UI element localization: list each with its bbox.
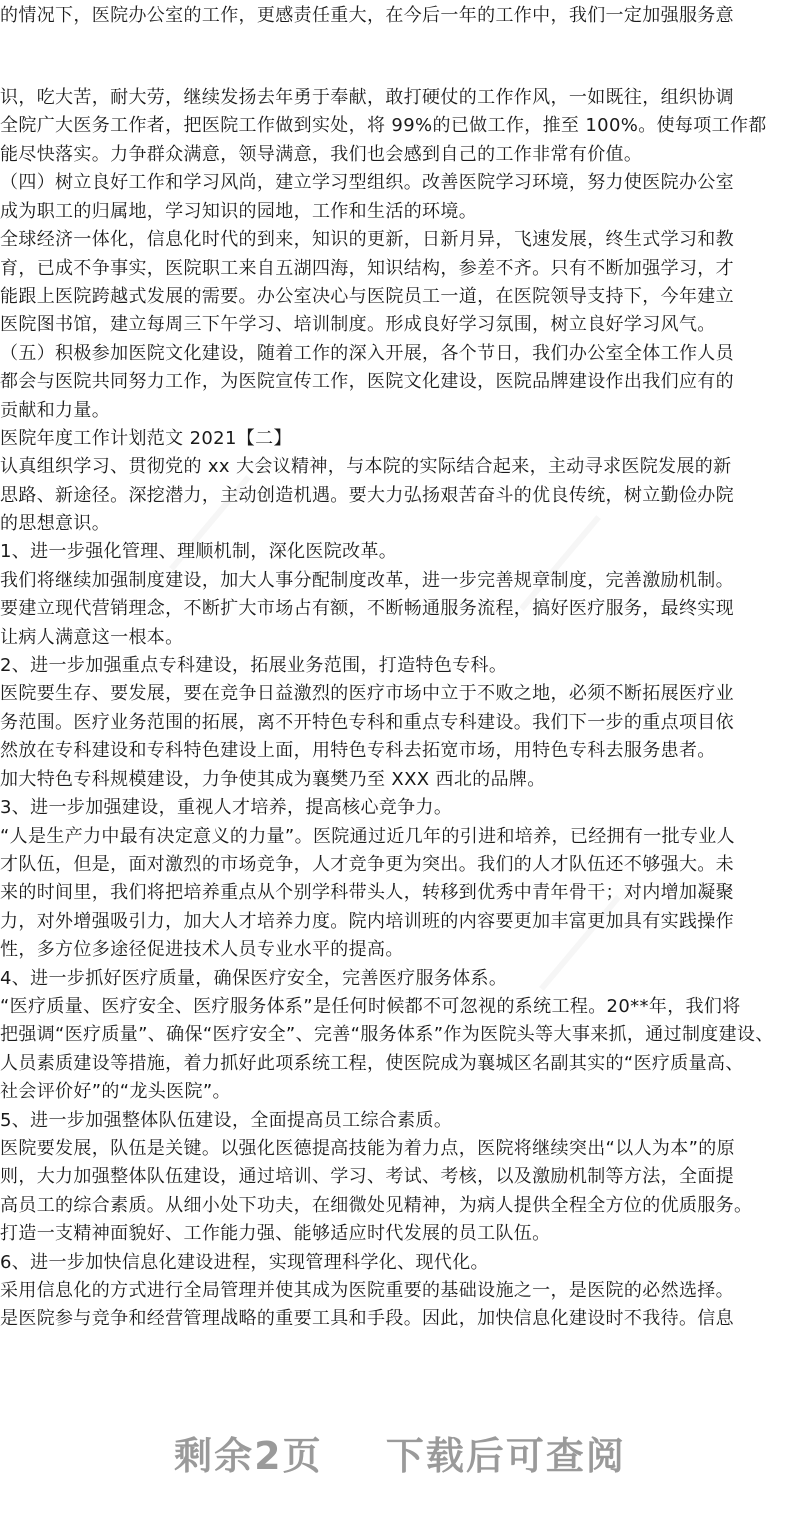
text-line: 打造一支精神面貌好、工作能力强、能够适应时代发展的员工队伍。 [0, 1223, 551, 1244]
text-line: 是医院参与竞争和经营管理战略的重要工具和手段。因此，加快信息化建设时不我待。信息 [0, 1308, 734, 1329]
text-line: 识，吃大苦，耐大劳，继续发扬去年勇于奉献，敢打硬仗的工作作风，一如既往，组织协调 [0, 87, 734, 108]
text-line: 人员素质建设等措施，着力抓好此项系统工程，使医院成为襄城区名副其实的“医疗质量高、 [0, 1053, 744, 1074]
text-line: 把强调“医疗质量”、确保“医疗安全”、完善“服务体系”作为医院头等大事来抓，通过制度建设、 [0, 1024, 774, 1045]
text-line: 务范围。医疗业务范围的拓展，离不开特色专科和重点专科建设。我们下一步的重点项目依 [0, 712, 734, 733]
text-line: 都会与医院共同努力工作，为医院宣传工作，医院文化建设，医院品牌建设作出我们应有的 [0, 371, 734, 392]
text-line: 认真组织学习、贯彻党的 xx 大会议精神，与本院的实际结合起来，主动寻求医院发展的新 [0, 456, 732, 477]
text-line: 全球经济一体化，信息化时代的到来，知识的更新，日新月异，飞速发展，终生式学习和教 [0, 229, 734, 250]
text-line: 要建立现代营销理念，不断扩大市场占有额，不断畅通服务流程，搞好医疗服务，最终实现 [0, 598, 734, 619]
text-line: 来的时间里，我们将把培养重点从个别学科带头人，转移到优秀中青年骨干；对内增加凝聚 [0, 882, 734, 903]
text-line: 性，多方位多途径促进技术人员专业水平的提高。 [0, 939, 404, 960]
text-line: 的情况下，医院办公室的工作，更感责任重大，在今后一年的工作中，我们一定加强服务意 [0, 5, 734, 26]
numbered-item: 2、进一步加强重点专科建设，拓展业务范围，打造特色专科。 [0, 655, 508, 676]
text-line: 则，大力加强整体队伍建设，通过培训、学习、考试、考核，以及激励机制等方法，全面提 [0, 1166, 734, 1187]
numbered-item: 3、进一步加强建设，重视人才培养，提高核心竞争力。 [0, 797, 453, 818]
text-line: 成为职工的归属地，学习知识的园地，工作和生活的环境。 [0, 201, 478, 222]
text-line: 我们将继续加强制度建设，加大人事分配制度改革，进一步完善规章制度，完善激励机制。 [0, 570, 734, 591]
remaining-pages-label: 剩余2页 [174, 1434, 323, 1478]
text-line: “人是生产力中最有决定意义的力量”。医院通过近几年的引进和培养，已经拥有一批专业人 [0, 826, 735, 847]
text-line: 力，对外增强吸引力，加大人才培养力度。院内培训班的内容要更加丰富更加具有实践操作 [0, 911, 734, 932]
text-line: （四）树立良好工作和学习风尚，建立学习型组织。改善医院学习环境，努力使医院办公室 [0, 172, 734, 193]
text-line: “医疗质量、医疗安全、医疗服务体系”是任何时候都不可忽视的系统工程。20**年，我们将 [0, 996, 741, 1017]
text-line: 才队伍，但是，面对激烈的市场竞争，人才竞争更为突出。我们的人才队伍还不够强大。未 [0, 854, 734, 875]
text-line: 采用信息化的方式进行全局管理并使其成为医院重要的基础设施之一，是医院的必然选择。 [0, 1280, 734, 1301]
section-heading: 医院年度工作计划范文 2021【二】 [0, 428, 292, 449]
text-line: 社会评价好”的“龙头医院”。 [0, 1081, 231, 1102]
text-line: 加大特色专科规模建设，力争使其成为襄樊乃至 XXX 西北的品牌。 [0, 769, 546, 790]
text-line: 医院要生存、要发展，要在竞争日益激烈的医疗市场中立于不败之地，必须不断拓展医疗业 [0, 683, 734, 704]
numbered-item: 6、进一步加快信息化建设进程，实现管理科学化、现代化。 [0, 1252, 489, 1273]
text-line: 高员工的综合素质。从细小处下功夫，在细微处见精神，为病人提供全程全方位的优质服务。 [0, 1195, 753, 1216]
text-line: 然放在专科建设和专科特色建设上面，用特色专科去拓宽市场，用特色专科去服务患者。 [0, 740, 716, 761]
text-line: （五）积极参加医院文化建设，随着工作的深入开展，各个节日，我们办公室全体工作人员 [0, 343, 734, 364]
download-hint-label: 下载后可查阅 [385, 1434, 626, 1478]
text-line: 育，已成不争事实，医院职工来自五湖四海，知识结构，参差不齐。只有不断加强学习，才 [0, 258, 734, 279]
text-line: 思路、新途径。深挖潜力，主动创造机遇。要大力弘扬艰苦奋斗的优良传统，树立勤俭办院 [0, 485, 734, 506]
numbered-item: 1、进一步强化管理、理顺机制，深化医院改革。 [0, 541, 398, 562]
download-prompt[interactable] [0, 1425, 800, 1480]
text-line: 的思想意识。 [0, 513, 111, 534]
numbered-item: 5、进一步加强整体队伍建设，全面提高员工综合素质。 [0, 1110, 453, 1131]
text-line: 贡献和力量。 [0, 400, 111, 421]
numbered-item: 4、进一步抓好医疗质量，确保医疗安全，完善医疗服务体系。 [0, 968, 508, 989]
text-line: 全院广大医务工作者，把医院工作做到实处，将 99%的已做工作，推至 100%。使每项工作都 [0, 115, 767, 136]
text-line: 医院要发展，队伍是关键。以强化医德提高技能为着力点，医院将继续突出“以人为本”的原 [0, 1138, 735, 1159]
text-line: 能尽快落实。力争群众满意，领导满意，我们也会感到自己的工作非常有价值。 [0, 144, 643, 165]
text-line: 能跟上医院跨越式发展的需要。办公室决心与医院员工一道，在医院领导支持下，今年建立 [0, 286, 734, 307]
text-line: 医院图书馆，建立每周三下午学习、培训制度。形成良好学习氛围，树立良好学习风气。 [0, 314, 716, 335]
text-line: 让病人满意这一根本。 [0, 627, 184, 648]
